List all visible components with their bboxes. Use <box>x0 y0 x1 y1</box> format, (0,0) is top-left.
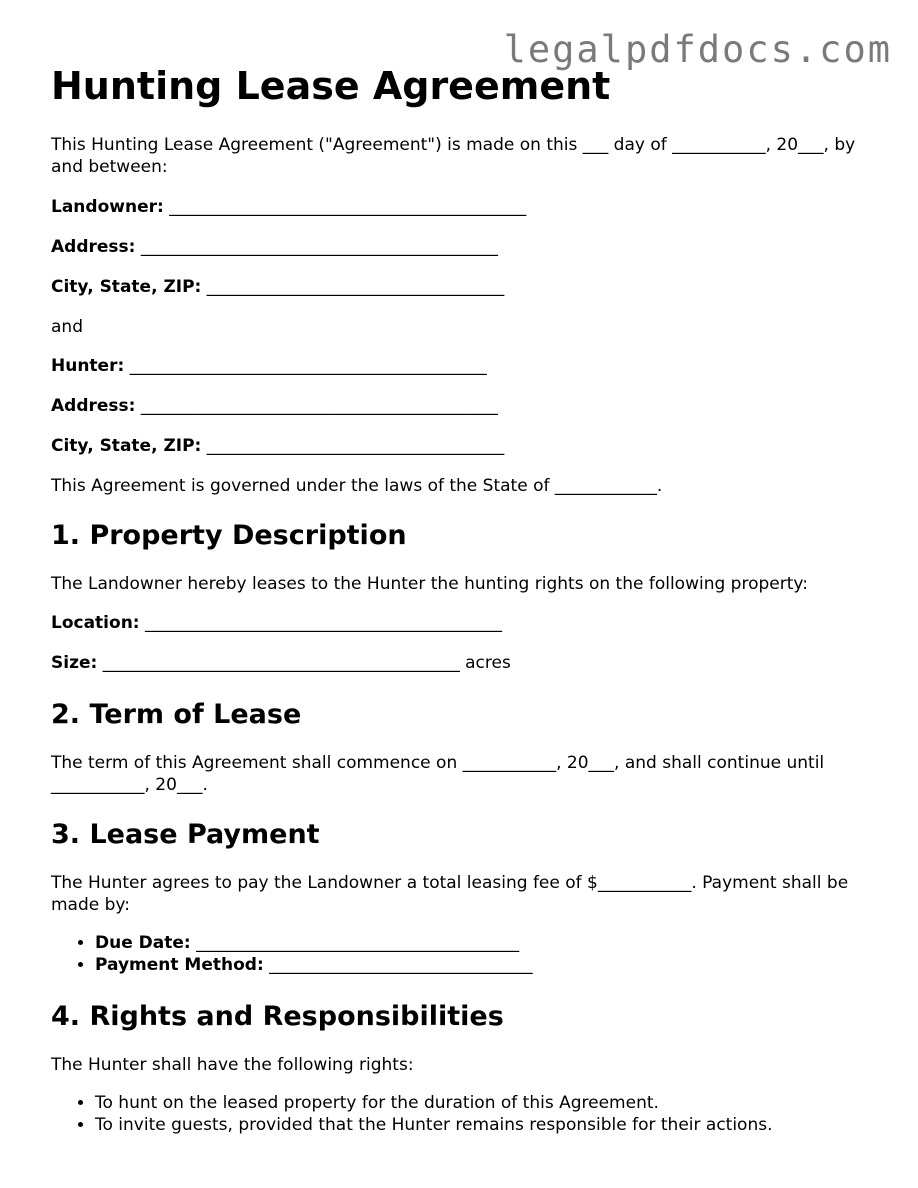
hunter-city-field <box>51 435 881 457</box>
list-item: • To invite guests, provided that the Hunter remains responsible for their actions. <box>95 1114 881 1136</box>
location-label: Location: <box>51 613 140 633</box>
size-blank[interactable]: __________________________________________ <box>102 653 460 673</box>
section-4-text: The Hunter shall have the following rights: <box>51 1055 414 1075</box>
landowner-name-blank[interactable]: __________________________________________ <box>169 197 527 217</box>
intro-paragraph: This Hunting Lease Agreement ("Agreement") is made on this ___ day of ___________, 20___, by and between: <box>51 135 856 177</box>
landowner-address-field <box>51 236 881 258</box>
list-item <box>95 954 881 976</box>
hunter-city-label: City, State, ZIP: <box>51 436 202 456</box>
landowner-address-blank[interactable]: __________________________________________ <box>140 237 498 257</box>
hunter-name-field <box>51 355 881 377</box>
size-unit: acres <box>465 653 511 673</box>
landowner-name-label: Landowner: <box>51 197 164 217</box>
location-blank[interactable]: __________________________________________ <box>145 613 503 633</box>
landowner-address-label: Address: <box>51 237 136 257</box>
landowner-city-field <box>51 276 881 298</box>
landowner-city-blank[interactable]: ___________________________________ <box>206 277 505 297</box>
size-field <box>51 652 881 674</box>
size-label: Size: <box>51 653 98 673</box>
hunter-city-blank[interactable]: ___________________________________ <box>206 436 505 456</box>
watermark: legalpdfdocs.com <box>503 28 892 71</box>
and-text: and <box>51 317 83 337</box>
due-date-blank[interactable]: ______________________________________ <box>196 933 520 953</box>
page-title: Hunting Lease Agreement <box>51 64 611 108</box>
section-4-heading: 4. Rights and Responsibilities <box>51 1001 504 1032</box>
section-2-text: The term of this Agreement shall commence on ___________, 20___, and shall continue until ___________, 20___. <box>51 753 825 795</box>
section-3-heading: 3. Lease Payment <box>51 819 320 850</box>
hunter-address-field <box>51 395 881 417</box>
list-item: • To hunt on the leased property for the duration of this Agreement. <box>95 1092 881 1114</box>
landowner-city-label: City, State, ZIP: <box>51 277 202 297</box>
section-2-heading: 2. Term of Lease <box>51 699 302 730</box>
list-item <box>95 932 881 954</box>
payment-method-label: Payment Method: <box>95 955 264 975</box>
payment-list <box>51 932 881 976</box>
payment-method-blank[interactable]: _______________________________ <box>269 955 533 975</box>
landowner-name-field <box>51 196 881 218</box>
hunter-name-label: Hunter: <box>51 356 125 376</box>
section-3-text: The Hunter agrees to pay the Landowner a total leasing fee of $___________. Payment shall be made by: <box>51 873 849 915</box>
due-date-label: Due Date: <box>95 933 191 953</box>
hunter-address-blank[interactable]: __________________________________________ <box>140 396 498 416</box>
document-page <box>51 62 881 1136</box>
rights-list <box>51 1092 881 1136</box>
governing-law-text: This Agreement is governed under the laws of the State of ____________. <box>51 476 663 496</box>
hunter-address-label: Address: <box>51 396 136 416</box>
hunter-name-blank[interactable]: __________________________________________ <box>129 356 487 376</box>
section-1-text: The Landowner hereby leases to the Hunter the hunting rights on the following property: <box>51 574 808 594</box>
section-1-heading: 1. Property Description <box>51 520 407 551</box>
location-field <box>51 612 881 634</box>
